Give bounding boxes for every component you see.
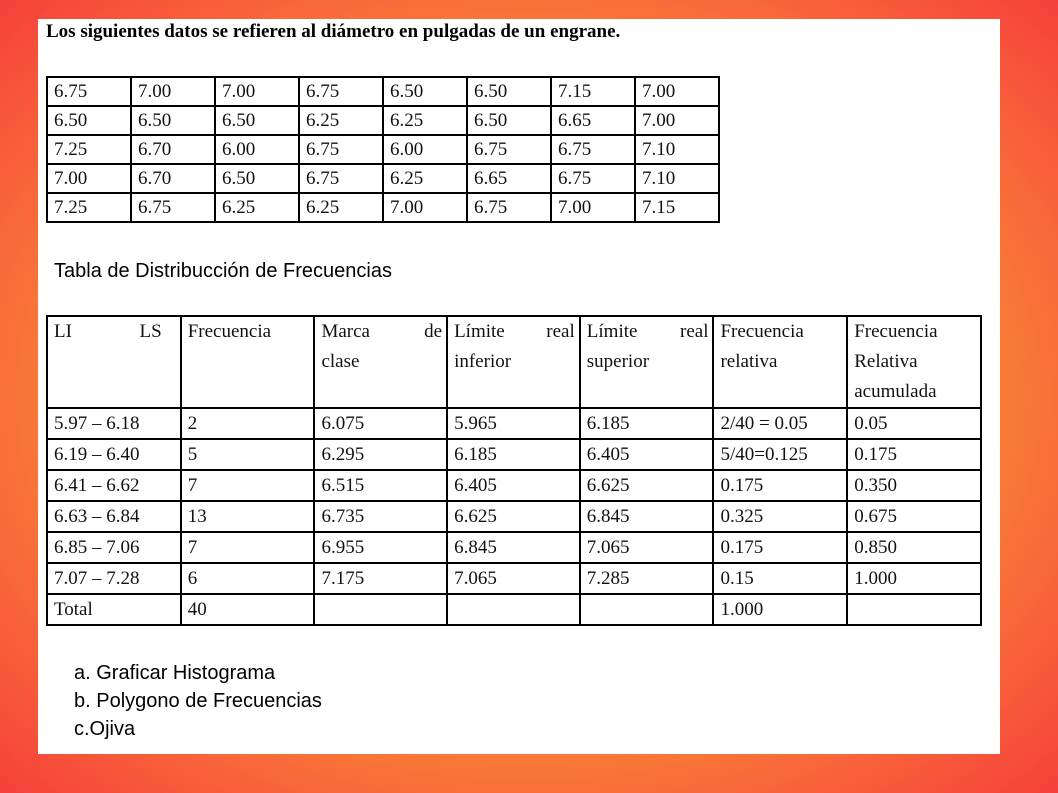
frecuencia-cell: 2: [181, 408, 315, 439]
header-marca-de-clase: [314, 316, 447, 408]
document-sheet: [38, 19, 1000, 754]
raw-data-cell: 7.00: [215, 77, 299, 106]
raw-data-cell: 7.00: [551, 193, 635, 222]
raw-data-table: [46, 76, 720, 223]
raw-data-cell: 6.75: [131, 193, 215, 222]
class-interval-cell: 6.41 – 6.62: [47, 470, 181, 501]
raw-data-row: [47, 193, 719, 222]
total-frecuencia: 40: [181, 594, 315, 625]
header-superior-word: superior: [586, 351, 650, 372]
task-item: c.Ojiva: [74, 718, 136, 740]
frecuencia-cell: 7: [181, 470, 315, 501]
limite-real-superior-cell: 6.625: [580, 470, 714, 501]
header-marca-word: Marca: [321, 321, 370, 342]
marca-de-clase-cell: 7.175: [314, 563, 447, 594]
raw-data-cell: 7.25: [47, 193, 131, 222]
limite-real-inferior-cell: 6.185: [447, 439, 580, 470]
limite-real-superior-cell: 6.185: [580, 408, 714, 439]
header-de-word: de: [424, 321, 443, 342]
class-interval-cell: 5.97 – 6.18: [47, 408, 181, 439]
raw-data-row: [47, 164, 719, 193]
task-item: b. Polygono de Frecuencias: [74, 690, 322, 712]
header-li: LI: [54, 321, 72, 342]
raw-data-cell: 7.00: [635, 106, 719, 135]
raw-data-cell: 7.15: [635, 193, 719, 222]
raw-data-cell: 6.75: [551, 135, 635, 164]
header-inferior-word: inferior: [454, 351, 512, 372]
raw-data-cell: 6.50: [215, 106, 299, 135]
frecuencia-relativa-acumulada-cell: 1.000: [847, 563, 981, 594]
frecuencia-relativa-acumulada-cell: 0.05: [847, 408, 981, 439]
raw-data-cell: 7.00: [635, 77, 719, 106]
table-row: [47, 532, 981, 563]
frecuencia-relativa-cell: 0.15: [713, 563, 847, 594]
marca-de-clase-cell: 6.075: [314, 408, 447, 439]
limite-real-inferior-cell: 6.845: [447, 532, 580, 563]
header-ls: LS: [139, 321, 162, 342]
frecuencia-relativa-cell: 0.175: [713, 532, 847, 563]
frecuencia-relativa-acumulada-cell: 0.675: [847, 501, 981, 532]
header-frecuencia: Frecuencia: [181, 316, 315, 408]
class-interval-cell: 6.85 – 7.06: [47, 532, 181, 563]
frecuencia-relativa-cell: 0.175: [713, 470, 847, 501]
raw-data-cell: 7.00: [47, 164, 131, 193]
limite-real-inferior-cell: 6.625: [447, 501, 580, 532]
class-interval-cell: 6.63 – 6.84: [47, 501, 181, 532]
header-limite-word: Límite: [454, 321, 505, 342]
raw-data-cell: 6.75: [47, 77, 131, 106]
raw-data-cell: 6.50: [47, 106, 131, 135]
limite-real-inferior-cell: 5.965: [447, 408, 580, 439]
empty-cell: [847, 594, 981, 625]
header-limite-real-superior: [580, 316, 714, 408]
marca-de-clase-cell: 6.735: [314, 501, 447, 532]
raw-data-cell: 7.10: [635, 164, 719, 193]
raw-data-cell: 6.00: [215, 135, 299, 164]
header-frecuencia-relativa-acumulada: Frecuencia Relativa acumulada: [847, 316, 981, 408]
raw-data-cell: 6.75: [467, 135, 551, 164]
raw-data-cell: 6.50: [131, 106, 215, 135]
raw-data-row: [47, 135, 719, 164]
limite-real-superior-cell: 6.405: [580, 439, 714, 470]
raw-data-cell: 6.25: [383, 106, 467, 135]
raw-data-cell: 6.70: [131, 164, 215, 193]
table-row: [47, 470, 981, 501]
marca-de-clase-cell: 6.515: [314, 470, 447, 501]
frecuencia-relativa-acumulada-cell: 0.850: [847, 532, 981, 563]
raw-data-cell: 6.65: [551, 106, 635, 135]
raw-data-cell: 6.50: [215, 164, 299, 193]
frecuencia-cell: 7: [181, 532, 315, 563]
table-row: [47, 408, 981, 439]
frecuencia-cell: 6: [181, 563, 315, 594]
header-limite-word: Límite: [586, 321, 638, 342]
class-interval-cell: 6.19 – 6.40: [47, 439, 181, 470]
intro-text: Los siguientes datos se refieren al diámetro en pulgadas de un engrane.: [46, 21, 621, 42]
header-real-word: real: [546, 321, 575, 342]
raw-data-cell: 6.65: [467, 164, 551, 193]
table-row: [47, 563, 981, 594]
frecuencia-relativa-acumulada-cell: 0.350: [847, 470, 981, 501]
distribution-table-title: Tabla de Distribucción de Frecuencias: [54, 260, 392, 282]
total-label: Total: [47, 594, 181, 625]
empty-cell: [447, 594, 580, 625]
raw-data-cell: 6.00: [383, 135, 467, 164]
raw-data-cell: 6.25: [299, 106, 383, 135]
raw-data-cell: 6.75: [299, 77, 383, 106]
empty-cell: [314, 594, 447, 625]
frecuencia-relativa-acumulada-cell: 0.175: [847, 439, 981, 470]
raw-data-cell: 6.25: [215, 193, 299, 222]
raw-data-cell: 6.75: [551, 164, 635, 193]
raw-data-cell: 6.75: [467, 193, 551, 222]
header-li-ls: [47, 316, 181, 408]
task-list: [74, 659, 322, 743]
raw-data-cell: 6.25: [299, 193, 383, 222]
raw-data-row: [47, 106, 719, 135]
limite-real-superior-cell: 7.065: [580, 532, 714, 563]
header-clase-word: clase: [321, 351, 360, 372]
frecuencia-relativa-cell: 5/40=0.125: [713, 439, 847, 470]
header-real-word: real: [680, 321, 709, 342]
frecuencia-relativa-cell: 0.325: [713, 501, 847, 532]
marca-de-clase-cell: 6.295: [314, 439, 447, 470]
task-item: a. Graficar Histograma: [74, 662, 276, 684]
raw-data-cell: 7.10: [635, 135, 719, 164]
raw-data-cell: 6.75: [299, 135, 383, 164]
raw-data-cell: 7.00: [131, 77, 215, 106]
raw-data-cell: 6.50: [383, 77, 467, 106]
raw-data-cell: 7.00: [383, 193, 467, 222]
total-row: [47, 594, 981, 625]
limite-real-superior-cell: 6.845: [580, 501, 714, 532]
frequency-distribution-table: [46, 315, 982, 626]
raw-data-cell: 7.25: [47, 135, 131, 164]
frecuencia-cell: 5: [181, 439, 315, 470]
frecuencia-relativa-cell: 2/40 = 0.05: [713, 408, 847, 439]
table-row: [47, 439, 981, 470]
limite-real-inferior-cell: 6.405: [447, 470, 580, 501]
frecuencia-cell: 13: [181, 501, 315, 532]
raw-data-row: [47, 77, 719, 106]
total-frecuencia-relativa: 1.000: [713, 594, 847, 625]
raw-data-cell: 7.15: [551, 77, 635, 106]
header-row: [47, 316, 981, 408]
class-interval-cell: 7.07 – 7.28: [47, 563, 181, 594]
raw-data-cell: 6.25: [383, 164, 467, 193]
header-limite-real-inferior: [447, 316, 580, 408]
raw-data-cell: 6.50: [467, 106, 551, 135]
limite-real-superior-cell: 7.285: [580, 563, 714, 594]
raw-data-cell: 6.50: [467, 77, 551, 106]
empty-cell: [580, 594, 714, 625]
raw-data-cell: 6.75: [299, 164, 383, 193]
limite-real-inferior-cell: 7.065: [447, 563, 580, 594]
raw-data-cell: 6.70: [131, 135, 215, 164]
header-frecuencia-relativa: Frecuencia relativa: [713, 316, 847, 408]
marca-de-clase-cell: 6.955: [314, 532, 447, 563]
table-row: [47, 501, 981, 532]
